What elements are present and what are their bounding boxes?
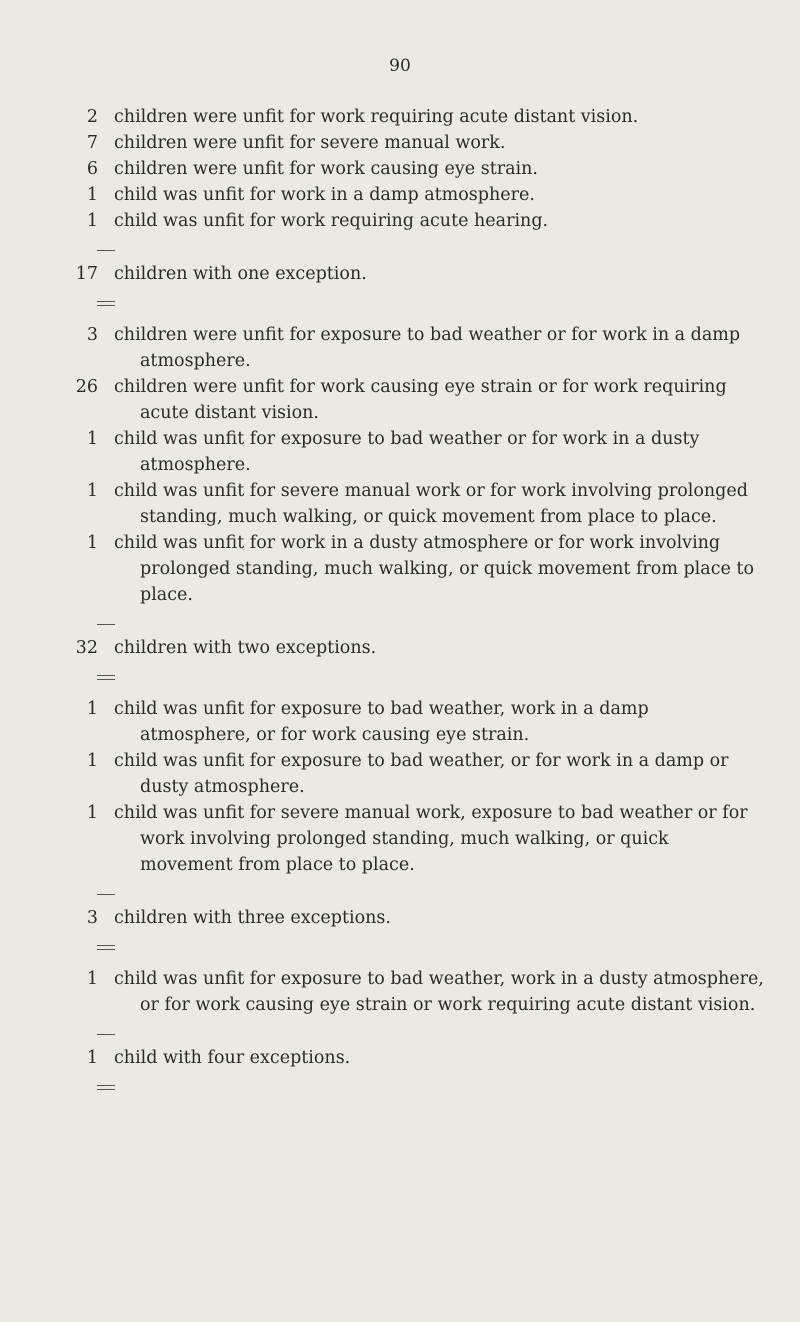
total-count: 1 (86, 1048, 98, 1068)
group-total (64, 635, 764, 661)
item-text: child was unfit for work in a damp atmosphere. (114, 185, 535, 205)
item-text: children were unfit for severe manual work. (114, 133, 506, 153)
list-item (64, 130, 764, 156)
group-total (64, 1045, 764, 1071)
sum-rule (97, 1034, 115, 1035)
item-count: 1 (86, 211, 98, 231)
total-double-rule (97, 945, 115, 950)
list-item (64, 478, 764, 530)
total-text: children with one exception. (114, 264, 367, 284)
item-text: children were unfit for work causing eye strain or for work requiring acute distant vision. (114, 377, 727, 423)
item-text: child was unfit for exposure to bad weather, work in a dusty atmosphere, or for work causing eye strain or work requiring acute distant vision. (114, 969, 764, 1015)
sum-rule (97, 894, 115, 895)
list-item (64, 800, 764, 878)
group-total (64, 905, 764, 931)
group-three-exceptions (64, 696, 764, 950)
item-text: children were unfit for work causing eye strain. (114, 159, 538, 179)
item-count: 7 (86, 133, 98, 153)
item-count: 3 (86, 325, 98, 345)
total-count: 32 (75, 638, 98, 658)
total-count: 3 (86, 908, 98, 928)
page-number: 90 (389, 56, 411, 76)
total-text: children with three exceptions. (114, 908, 391, 928)
list-item (64, 966, 764, 1018)
document-body (64, 104, 764, 1106)
list-item (64, 182, 764, 208)
list-item (64, 426, 764, 478)
group-total (64, 261, 764, 287)
item-text: child was unfit for exposure to bad weather, work in a damp atmosphere, or for work causing eye strain. (114, 699, 649, 745)
item-count: 1 (86, 699, 98, 719)
item-count: 26 (75, 377, 98, 397)
item-text: child was unfit for exposure to bad weather, or for work in a damp or dusty atmosphere. (114, 751, 729, 797)
list-item (64, 208, 764, 234)
item-text: child was unfit for work requiring acute hearing. (114, 211, 549, 231)
list-item (64, 322, 764, 374)
item-text: child was unfit for severe manual work, exposure to bad weather or for work involving prolonged standing, much walking, or quick movement from place to place. (114, 803, 748, 875)
sum-rule (97, 250, 115, 251)
item-text: children were unfit for exposure to bad weather or for work in a damp atmosphere. (114, 325, 741, 371)
sum-rule (97, 624, 115, 625)
list-item (64, 374, 764, 426)
total-text: child with four exceptions. (114, 1048, 351, 1068)
item-count: 1 (86, 429, 98, 449)
total-double-rule (97, 301, 115, 306)
item-text: child was unfit for severe manual work or for work involving prolonged standing, much walking, or quick movement from place to place. (114, 481, 748, 527)
item-text: child was unfit for exposure to bad weather or for work in a dusty atmosphere. (114, 429, 700, 475)
list-item (64, 696, 764, 748)
total-double-rule (97, 1085, 115, 1090)
item-count: 1 (86, 969, 98, 989)
item-text: children were unfit for work requiring acute distant vision. (114, 107, 639, 127)
group-two-exceptions (64, 322, 764, 680)
list-item (64, 530, 764, 608)
group-four-exceptions (64, 966, 764, 1090)
item-count: 1 (86, 751, 98, 771)
total-text: children with two exceptions. (114, 638, 377, 658)
total-double-rule (97, 675, 115, 680)
total-count: 17 (75, 264, 98, 284)
list-item (64, 748, 764, 800)
item-text: child was unfit for work in a dusty atmosphere or for work involving prolonged standing, much walking, or quick movement from place to place. (114, 533, 755, 605)
item-count: 1 (86, 185, 98, 205)
group-one-exception (64, 104, 764, 306)
item-count: 1 (86, 481, 98, 501)
item-count: 6 (86, 159, 98, 179)
list-item (64, 156, 764, 182)
list-item (64, 104, 764, 130)
item-count: 1 (86, 533, 98, 553)
item-count: 2 (86, 107, 98, 127)
item-count: 1 (86, 803, 98, 823)
